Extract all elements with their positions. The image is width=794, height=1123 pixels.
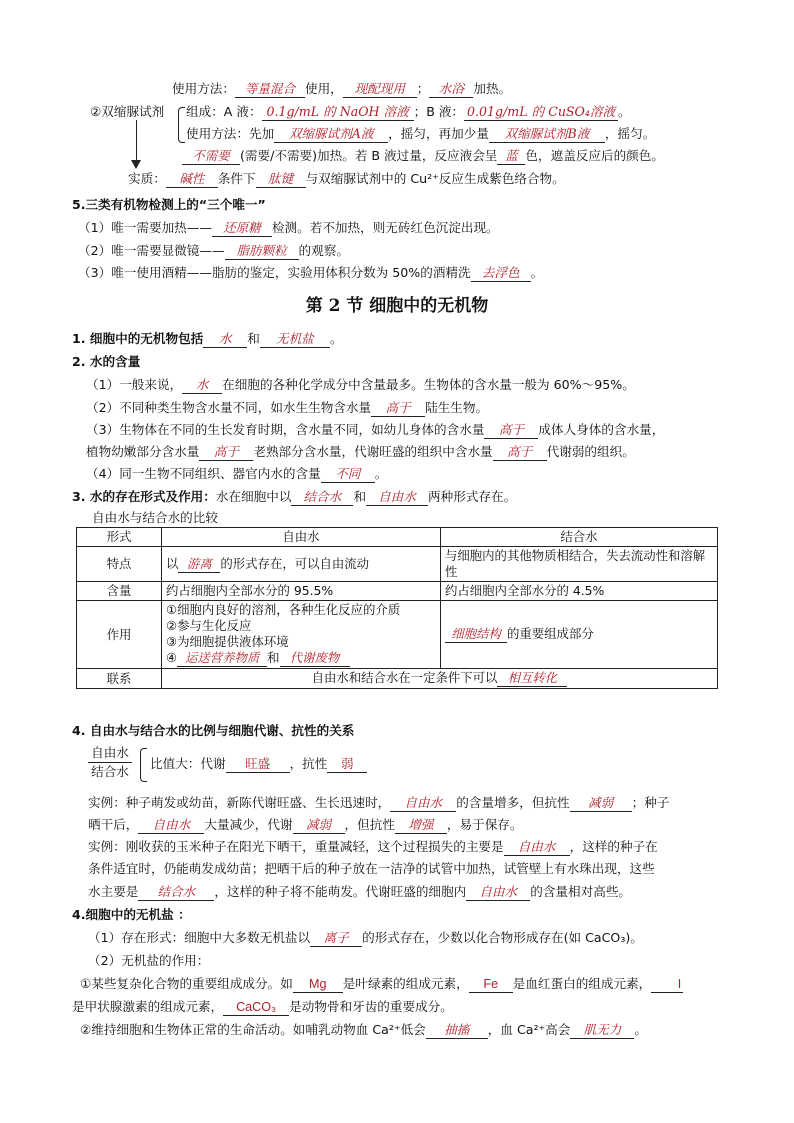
answer-blank: 脂肪颗粒: [225, 243, 299, 260]
text: (需要/不需要)加热。若 B 液过量，反应液会呈: [240, 148, 498, 163]
text: （1）唯一需要加热——: [78, 220, 212, 235]
text: 。: [329, 331, 343, 346]
text: 加热。: [473, 81, 512, 96]
answer-blank: 无机盐: [260, 331, 330, 348]
answer-blank: CaCO₃: [223, 999, 289, 1016]
answer-blank: 水: [182, 377, 222, 394]
answer-blank: 去浮色: [471, 265, 531, 282]
text: 的观察。: [298, 243, 349, 258]
example-1: [88, 794, 669, 812]
text: 1. 细胞中的无机物包括: [72, 331, 204, 346]
answer-blank: 高于: [493, 444, 547, 461]
answer-blank: 现配现用: [343, 81, 417, 98]
text: ，抗性: [289, 756, 328, 771]
example-2c: [88, 883, 631, 901]
table-cell: 与细胞内的其他物质相结合，失去流动性和溶解性: [441, 547, 718, 582]
text: ①细胞内良好的溶剂，各种生化反应的介质: [166, 602, 401, 617]
table-cell: 约占细胞内全部水分的 4.5%: [441, 582, 718, 601]
sec5-line-2: [78, 242, 349, 260]
answer-blank: 细胞结构: [445, 626, 507, 643]
table-row: [77, 601, 718, 669]
text: 和: [353, 489, 367, 504]
answer-blank: 结合水: [291, 489, 353, 506]
arrow-down-icon: [131, 160, 141, 169]
q2-line-3b: [86, 443, 635, 461]
text: （2）不同种类生物含水量不同，如水生生物含水量: [86, 400, 372, 415]
text: （1）一般来说，: [86, 377, 183, 392]
text: 陆生生物。: [425, 400, 489, 415]
q5-line-3b: [72, 998, 453, 1016]
text: （4）同一生物不同组织、器官内水的含量: [86, 466, 321, 481]
text: 自由水和结合水在一定条件下可以: [311, 670, 498, 685]
text: 和: [247, 331, 260, 346]
answer-blank: 减弱: [570, 795, 632, 812]
q3-line: [72, 488, 516, 506]
text: 的形式存在，少数以化合物形成存在(如 CaCO₃)。: [362, 930, 643, 945]
text: ②维持细胞和生物体正常的生命活动。如哺乳动物血 Ca²⁺低会: [80, 1022, 426, 1037]
text: [166, 650, 436, 667]
answer-blank: 肽键: [256, 171, 306, 188]
text: 是血红蛋白的组成元素，: [512, 976, 652, 991]
arrow-line: [136, 120, 137, 164]
q4-heading: 4. 自由水与结合水的比例与细胞代谢、抗性的关系: [72, 723, 355, 738]
text: 水主要是: [88, 884, 139, 899]
text: 在细胞的各种化学成分中含量最多。生物体的含水量一般为 60%～95%。: [222, 377, 635, 392]
q2-line-2: [86, 399, 488, 417]
text: ，但抗性: [344, 817, 395, 832]
text: 是动物骨和牙齿的重要成分。: [289, 999, 453, 1014]
table-cell: [441, 601, 718, 669]
answer-blank: 不同: [321, 466, 375, 483]
text: ；B 液：: [413, 104, 465, 119]
text: 代谢弱的组织。: [546, 444, 635, 459]
answer-blank: 游离: [178, 556, 220, 573]
answer-blank: 等量混合: [235, 81, 305, 98]
table-cell: [162, 547, 441, 582]
answer-blank: 还原糖: [212, 220, 272, 237]
answer-blank: 自由水: [390, 795, 456, 812]
ratio-line: [150, 755, 367, 773]
text: 3. 水的存在形式及作用：: [72, 489, 216, 504]
answer-blank: 0.01g/mL 的 CuSO₄溶液: [464, 104, 618, 121]
text: 。: [634, 1022, 647, 1037]
table-header: 形式: [77, 528, 162, 547]
q5-line-1: [88, 929, 643, 947]
text: （2）唯一需要显微镜——: [78, 243, 225, 258]
answer-blank: I: [651, 976, 683, 993]
answer-blank: 肌无力: [570, 1022, 634, 1039]
example-2b: 条件适宜时，仍能萌发成幼苗；把晒干后的种子放在一洁净的试管中加热，试管壁上有水珠出现，这些: [88, 861, 655, 876]
text: 色，遮盖反应后的颜色。: [525, 148, 664, 163]
answer-blank: 自由水: [366, 489, 428, 506]
text: 使用方法：: [172, 81, 235, 96]
text: 老熟部分含水量，代谢旺盛的组织中含水量: [253, 444, 493, 459]
text: ，这样的种子将不能萌发。代谢旺盛的细胞内: [214, 884, 467, 899]
text: 晒干后，: [88, 817, 139, 832]
sec5-line-3: [78, 264, 543, 282]
table-header: 自由水: [162, 528, 441, 547]
text: （3）生物体在不同的生长发育时期，含水量不同，如幼儿身体的含水量: [86, 422, 485, 437]
biuret-label: ②双缩脲试剂: [90, 104, 165, 119]
numerator: 自由水: [91, 745, 129, 760]
answer-blank: 离子: [310, 930, 362, 947]
answer-blank: 结合水: [138, 884, 214, 901]
table-header-row: [77, 528, 718, 547]
answer-blank: 双缩脲试剂A液: [274, 126, 388, 143]
text: 水在细胞中以: [215, 489, 292, 504]
answer-blank: Fe: [469, 976, 513, 993]
answer-blank: 抽搐: [426, 1022, 488, 1039]
text: ②参与生化反应: [166, 618, 252, 633]
text: 实例：刚收获的玉米种子在阳光下晒干，重量减轻，这个过程损失的主要是: [88, 839, 504, 854]
table-row: [77, 582, 718, 601]
text: ①某些复杂化合物的重要组成成分。如: [80, 976, 293, 991]
text: ，摇匀，再加少量: [388, 126, 489, 141]
text: 。: [374, 466, 388, 481]
answer-blank: 0.1g/mL 的 NaOH 溶液: [262, 104, 414, 121]
text: （3）唯一使用酒精——脂肪的鉴定，实验用体积分数为 50%的酒精洗: [78, 265, 471, 280]
sec5-line-1: [78, 219, 499, 237]
text: 实例：种子萌发或幼苗，新陈代谢旺盛、生长迅速时，: [88, 795, 391, 810]
row-label: 特点: [77, 547, 162, 582]
answer-blank: 碱性: [166, 171, 218, 188]
answer-blank: 减弱: [293, 817, 345, 834]
text: 使用方法：先加: [186, 126, 275, 141]
table-cell: [162, 669, 718, 689]
text: ③为细胞提供液体环境: [166, 634, 289, 649]
q5-line-4: [80, 1021, 647, 1039]
answer-blank: 高于: [371, 400, 425, 417]
q2-line-1: [86, 376, 635, 394]
composition-line: [186, 103, 631, 121]
text: ，摇匀。: [604, 126, 656, 141]
example-1b: [88, 816, 522, 834]
text: 组成：A 液：: [186, 104, 262, 119]
text: 使用，: [304, 81, 343, 96]
use-method-line-2: [186, 125, 655, 143]
q2-line-4: [86, 465, 387, 483]
q1-line: [72, 330, 342, 348]
denominator: 结合水: [88, 762, 132, 781]
text: ；: [416, 81, 430, 96]
answer-blank: 旺盛: [226, 756, 290, 773]
q2-heading: 2. 水的含量: [72, 354, 141, 369]
brace: [178, 107, 185, 143]
table-cell: [162, 601, 441, 669]
heating-line: [182, 147, 664, 165]
answer-blank: 高于: [199, 444, 253, 461]
answer-blank: 水: [203, 331, 247, 348]
text: ；种子: [631, 795, 670, 810]
answer-blank: 代谢废物: [280, 650, 350, 667]
q5-line-3: [80, 975, 683, 993]
answer-blank: 增强: [395, 817, 447, 834]
table-caption: 自由水与结合水的比较: [92, 510, 218, 525]
text: 植物幼嫩部分含水量: [86, 444, 200, 459]
table-cell: 约占细胞内全部水分的 95.5%: [162, 582, 441, 601]
answer-blank: Mg: [293, 976, 343, 993]
ratio-fraction: [88, 744, 132, 781]
text: ，血 Ca²⁺高会: [487, 1022, 571, 1037]
essence-line: [128, 170, 565, 188]
text: 。: [530, 265, 544, 280]
text: 。: [618, 104, 631, 119]
q5-heading: 4.细胞中的无机盐 ：: [72, 907, 191, 922]
text: 与双缩脲试剂中的 Cu²⁺反应生成紫色络合物。: [305, 171, 565, 186]
sec5-heading: 5.三类有机物检测上的“三个唯一”: [72, 197, 266, 212]
text: 的形式存在，可以自由流动: [220, 555, 370, 571]
text: 是甲状腺激素的组成元素，: [72, 999, 224, 1014]
text: ④: [166, 650, 178, 665]
text: 大量减少，代谢: [204, 817, 293, 832]
text: 以: [166, 555, 179, 571]
answer-blank: 运送营养物质: [177, 650, 267, 667]
q2-line-3: [86, 421, 664, 439]
table-header: 结合水: [441, 528, 718, 547]
row-label: 联系: [77, 669, 162, 689]
row-label: 作用: [77, 601, 162, 669]
text: 比值大：代谢: [150, 756, 226, 771]
use-method-line-1: [172, 80, 511, 98]
table-row: [77, 669, 718, 689]
answer-blank: 不需要: [182, 148, 240, 165]
text: 实质：: [128, 171, 166, 186]
row-label: 含量: [77, 582, 162, 601]
answer-blank: 弱: [327, 756, 367, 773]
section-title: 第 2 节 细胞中的无机物: [305, 296, 489, 316]
text: 的重要组成部分: [507, 626, 594, 641]
text: 和: [267, 650, 280, 665]
text: 成体人身体的含水量，: [538, 422, 665, 437]
answer-blank: 水浴: [429, 81, 473, 98]
water-comparison-table: [76, 527, 718, 689]
table-row: [77, 547, 718, 582]
text: ，这样的种子在: [569, 839, 658, 854]
text: 的含量相对高些。: [530, 884, 631, 899]
q5-line-2: （2）无机盐的作用：: [88, 953, 210, 968]
answer-blank: 相互转化: [497, 670, 567, 687]
example-2: [88, 838, 658, 856]
text: 检测。若不加热，则无砖红色沉淀出现。: [271, 220, 499, 235]
text: 条件下: [217, 171, 256, 186]
text: （1）存在形式：细胞中大多数无机盐以: [88, 930, 311, 945]
answer-blank: 自由水: [504, 839, 570, 856]
answer-blank: 双缩脲试剂B液: [489, 126, 605, 143]
answer-blank: 自由水: [138, 817, 204, 834]
answer-blank: 蓝: [497, 148, 525, 165]
text: 是叶绿素的组成元素，: [342, 976, 469, 991]
answer-blank: 高于: [484, 422, 538, 439]
text: 的含量增多，但抗性: [456, 795, 570, 810]
brace: [140, 748, 147, 782]
text: ，易于保存。: [446, 817, 523, 832]
text: 两种形式存在。: [428, 489, 517, 504]
answer-blank: 自由水: [466, 884, 530, 901]
